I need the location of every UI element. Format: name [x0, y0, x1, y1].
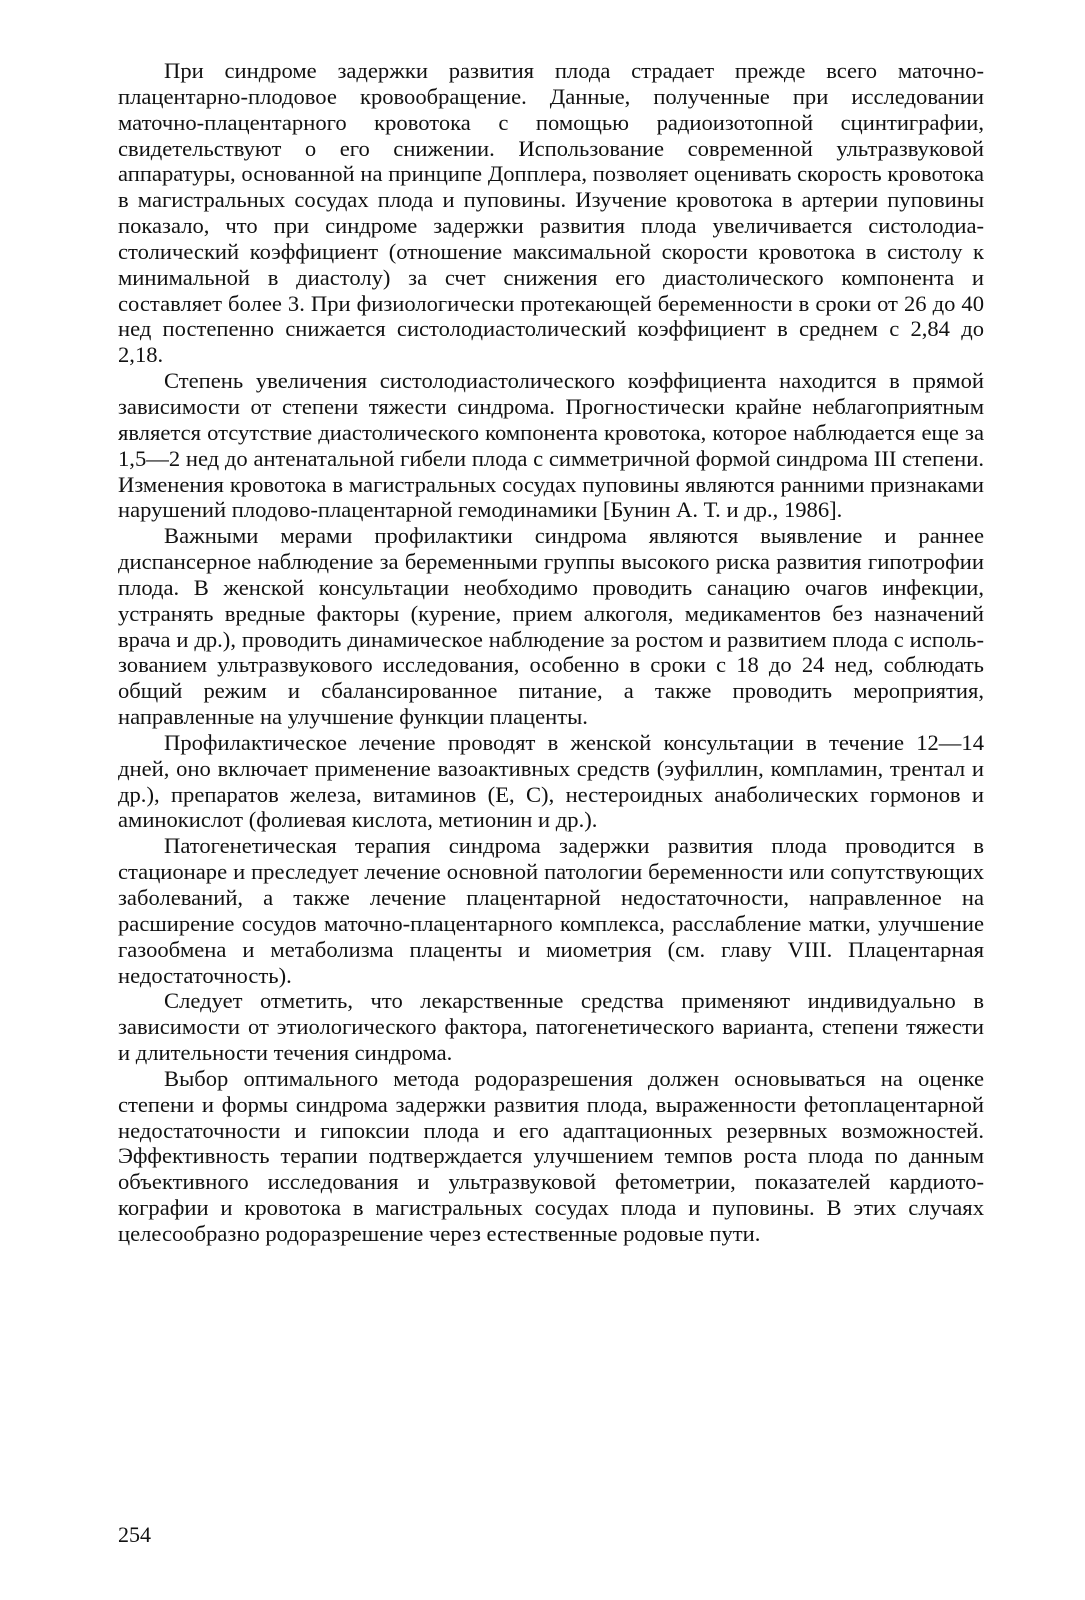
paragraph: Выбор оптимального метода родоразрешения должен основываться на оценке степени и формы синдрома задержки развития плода, выраженности фетоплацентарной недостаточности и гипоксии плода и его адаптационных резервных возможностей. Эффективность терапии подтверждается улучшением темпов роста плода по данным объективного исследования и ультразвуковой фетометрии, показателей кардиотокографии и кровотока в магистральных сосудах плода и пуповины. В этих случаях целесообразно родоразрешение через естественные родовые пути.: [118, 1065, 984, 1246]
paragraph: Следует отметить, что лекарственные средства применяют индивидуально в зависимости от этиологического фактора, патогенетического варианта, степени тяжести и длительности течения синдрома.: [118, 988, 984, 1066]
paragraph: Профилактическое лечение проводят в женской консультации в течение 12—14 дней, оно включает применение вазоактивных средств (эуфиллин, компламин, трентал и др.), препаратов железа, витаминов (Е, С), нестероидных анаболических гормонов и аминокислот (фолиевая кислота, метионин и др.).: [118, 729, 984, 833]
paragraph: Важными мерами профилактики синдрома являются выявление и раннее диспансерное наблюдение за беременными группы высокого риска развития гипотрофии плода. В женской консультации необходимо проводить санацию очагов инфекции, устранять вредные факторы (курение, прием алкоголя, медикаментов без назначений врача и др.), проводить динамическое наблюдение за ростом и развитием плода с использованием ультразвукового исследования, особенно в сроки с 18 до 24 нед, соблюдать общий режим и сбалансированное питание, а также проводить мероприятия, направленные на улучшение функции плаценты.: [118, 523, 984, 730]
paragraph: Патогенетическая терапия синдрома задержки развития плода проводится в стационаре и преследует лечение основной патологии беременности или сопутствующих заболеваний, а также лечение плацентарной недостаточности, направленное на расширение сосудов маточно-плацентарного комплекса, расслабление матки, улучшение газообмена и метаболизма плаценты и миометрия (см. главу VIII. Плацентарная недостаточность).: [118, 833, 984, 988]
page-number: 254: [118, 1522, 151, 1547]
document-body: [118, 58, 984, 1247]
paragraph: При синдроме задержки развития плода страдает прежде всего маточно-плацентарно-плодовое кровообращение. Данные, полученные при исследовании маточно-плацентарного кровотока с помощью радиоизотопной сцинтиграфии, свидетельствуют о его снижении. Использование современной ультразвуковой аппаратуры, основанной на принципе Допплера, позволяет оценивать скорость кровотока в магистральных сосудах плода и пуповины. Изучение кровотока в артерии пуповины показало, что при синдроме задержки развития плода увеличивается систолодиастолический коэффициент (отношение максимальной скорости кровотока в систолу к минимальной в диастолу) за счет снижения его диастолического компонента и составляет более 3. При физиологически протекающей беременности в сроки от 26 до 40 нед постепенно снижается систолодиастолический коэффициент в среднем с 2,84 до 2,18.: [118, 58, 984, 368]
paragraph: Степень увеличения систолодиастолического коэффициента находится в прямой зависимости от степени тяжести синдрома. Прогностически крайне неблагоприятным является отсутствие диастолического компонента кровотока, которое наблюдается еще за 1,5—2 нед до антенатальной гибели плода с симметричной формой синдрома III степени. Изменения кровотока в магистральных сосудах пуповины являются ранними признаками нарушений плодово-плацентарной гемодинамики [Бунин А. Т. и др., 1986].: [118, 368, 984, 523]
